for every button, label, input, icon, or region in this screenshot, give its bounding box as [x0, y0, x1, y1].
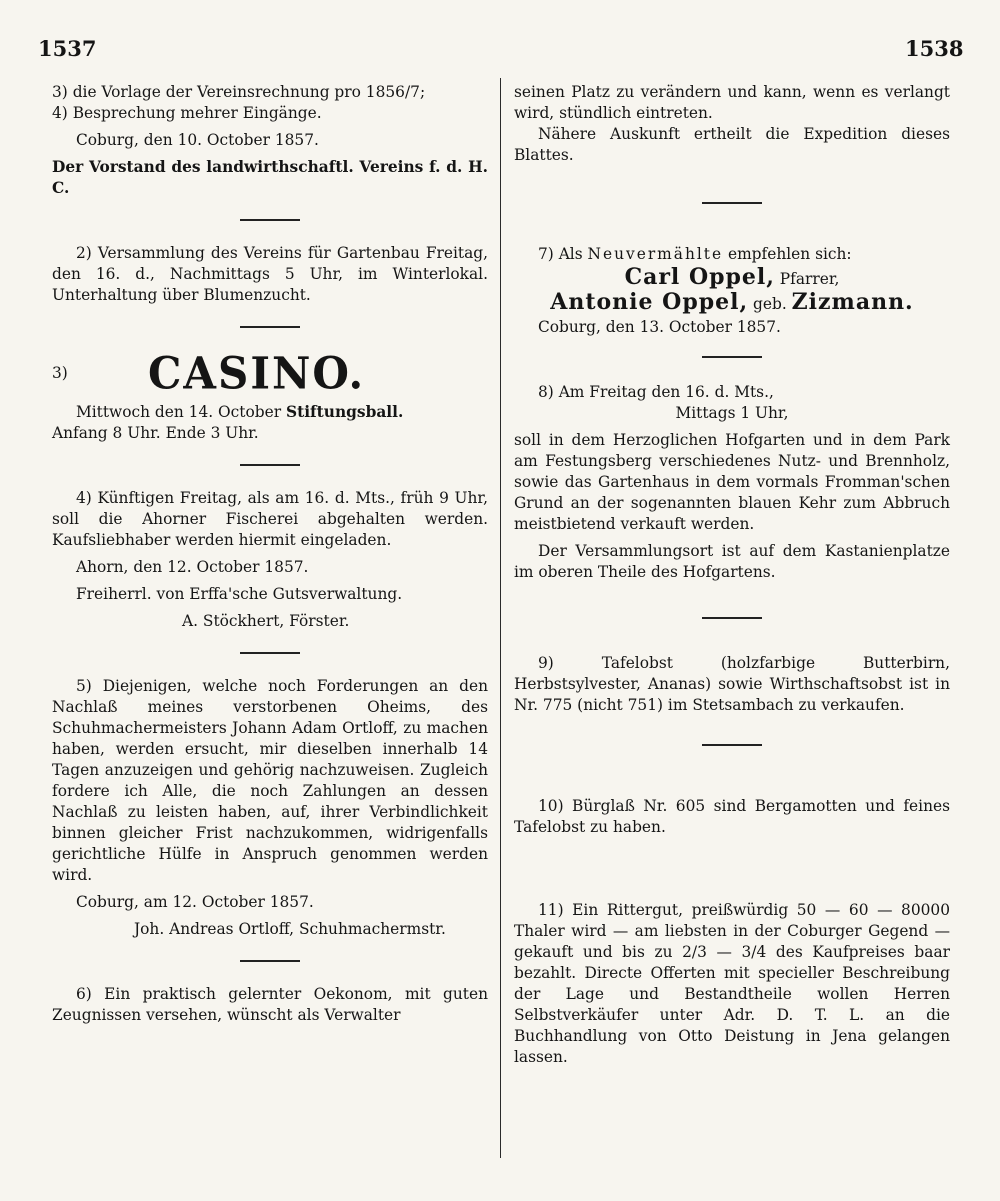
separator	[240, 326, 300, 328]
right-column	[514, 82, 950, 1068]
notice-casino	[52, 347, 488, 444]
casino-heading	[52, 347, 488, 399]
notice-bergamot	[514, 796, 950, 838]
column-divider	[500, 78, 501, 1158]
casino-date: Mittwoch den 14. October	[76, 403, 282, 421]
notice-agenda	[52, 82, 488, 199]
notice-garden-club	[52, 243, 488, 306]
fishery-text: 4) Künftigen Freitag, als am 16. d. Mts., früh 9 Uhr, soll die Ahorner Fischerei abgehalten werden. Kaufsliebhaber werden hiermit eingeladen.	[52, 489, 488, 549]
separator	[702, 202, 762, 204]
groom-name: Carl Oppel,	[624, 264, 775, 290]
notice-steward-continued	[514, 82, 950, 166]
fishery-org: Freiherrl. von Erffa'sche Gutsverwaltung.	[76, 585, 403, 603]
separator	[702, 744, 762, 746]
notice-fishery	[52, 488, 488, 632]
separator	[240, 219, 300, 221]
notice-wedding	[514, 244, 950, 338]
estate-text: 5) Diejenigen, welche noch Forderungen an den Nachlaß meines verstorbenen Oheims, des Schuhmachermeisters Johann Adam Ortloff, zu machen haben, werden ersucht, mir dieselben innerhalb 14 Tagen anzuzeigen und gehörig nachzuweisen. Zugleich fordere ich Alle, die noch Zahlungen an dessen Nachlaß zu leisten haben, auf, ihrer Verbindlichkeit binnen gleicher Frist nachzukommen, widrigenfalls gerichtliche Hülfe in Anspruch genommen werden wird.	[52, 677, 488, 884]
steward-info: Nähere Auskunft ertheilt die Expedition dieses Blattes.	[514, 125, 950, 164]
bride-geb: geb.	[748, 295, 792, 313]
notice-table-fruit	[514, 653, 950, 716]
wedding-dateline: Coburg, den 13. October 1857.	[538, 318, 781, 336]
separator	[240, 652, 300, 654]
manor-text: 11) Ein Rittergut, preißwürdig 50 — 60 — 80000 Thaler wird — am liebsten in der Coburger Gegend — gekauft und bis zu 2/3 — 3/4 des Kaufpreises baar bezahlt. Directe Offerten mit specieller Beschreibung der Lage und Bestandtheile wollen Herren Selbstverkäufer unter Adr. D. T. L. an die Buchhandlung von Otto Deistung in Jena gelangen lassen.	[514, 901, 950, 1066]
agenda-signature: Der Vorstand des landwirthschaftl. Vereins f. d. H. C.	[52, 158, 488, 197]
casino-title: CASINO.	[148, 347, 366, 399]
separator	[240, 464, 300, 466]
fishery-signature: A. Stöckhert, Förster.	[182, 612, 350, 630]
casino-line-1	[52, 402, 488, 423]
notice-manor	[514, 900, 950, 1068]
separator	[702, 617, 762, 619]
auction-head-2: Mittags 1 Uhr,	[675, 404, 789, 422]
bergamot-text: 10) Bürglaß Nr. 605 sind Bergamotten und feines Tafelobst zu haben.	[514, 797, 950, 836]
casino-number: 3)	[52, 363, 68, 382]
notice-estate	[52, 676, 488, 940]
left-column	[52, 82, 488, 1026]
wedding-name-1	[514, 264, 950, 290]
steward-continued-text: seinen Platz zu verändern und kann, wenn es verlangt wird, stündlich eintreten.	[514, 83, 950, 122]
table-fruit-text: 9) Tafelobst (holzfarbige Butterbirn, Herbstsylvester, Ananas) sowie Wirthschaftsobst ist in Nr. 775 (nicht 751) im Stetsambach zu verkaufen.	[514, 654, 950, 714]
estate-signature: Joh. Andreas Ortloff, Schuhmachermstr.	[134, 920, 446, 938]
agenda-line-2: 4) Besprechung mehrer Eingänge.	[52, 104, 322, 122]
page-number-left: 1537	[38, 36, 97, 61]
wedding-intro-prefix: 7) Als	[538, 245, 588, 263]
notice-auction	[514, 382, 950, 583]
fishery-dateline: Ahorn, den 12. October 1857.	[76, 558, 309, 576]
page-number-right: 1538	[905, 36, 964, 61]
groom-title: Pfarrer,	[774, 270, 840, 288]
bride-maiden-name: Zizmann.	[791, 289, 914, 315]
auction-text: soll in dem Herzoglichen Hofgarten und in dem Park am Festungsberg verschiedenes Nutz- und Brennholz, sowie das Gartenhaus in dem vormals Fromman'schen Grund an der sogenannten blauen Kehr zum Abbruch meistbietend verkauft werden.	[514, 431, 950, 533]
wedding-intro-spaced: Neuvermählte	[587, 245, 724, 263]
auction-place: Der Versammlungsort ist auf dem Kastanienplatze im oberen Theile des Hofgartens.	[514, 542, 950, 581]
wedding-intro-suffix: empfehlen sich:	[723, 245, 852, 263]
agenda-line-1: 3) die Vorlage der Vereinsrechnung pro 1856/7;	[52, 83, 426, 101]
casino-line-2: Anfang 8 Uhr. Ende 3 Uhr.	[52, 424, 259, 442]
wedding-intro	[514, 244, 950, 265]
wedding-name-2	[514, 289, 950, 315]
notice-steward	[52, 984, 488, 1026]
estate-dateline: Coburg, am 12. October 1857.	[76, 893, 314, 911]
agenda-dateline: Coburg, den 10. October 1857.	[76, 131, 319, 149]
bride-name: Antonie Oppel,	[550, 289, 749, 315]
separator	[702, 356, 762, 358]
auction-head-1: 8) Am Freitag den 16. d. Mts.,	[538, 383, 774, 401]
casino-event: Stiftungsball.	[285, 403, 404, 421]
garden-club-text: 2) Versammlung des Vereins für Gartenbau Freitag, den 16. d., Nachmittags 5 Uhr, im Winterlokal. Unterhaltung über Blumenzucht.	[52, 244, 488, 304]
separator	[240, 960, 300, 962]
steward-text: 6) Ein praktisch gelernter Oekonom, mit guten Zeugnissen versehen, wünscht als Verwalter	[52, 985, 488, 1024]
